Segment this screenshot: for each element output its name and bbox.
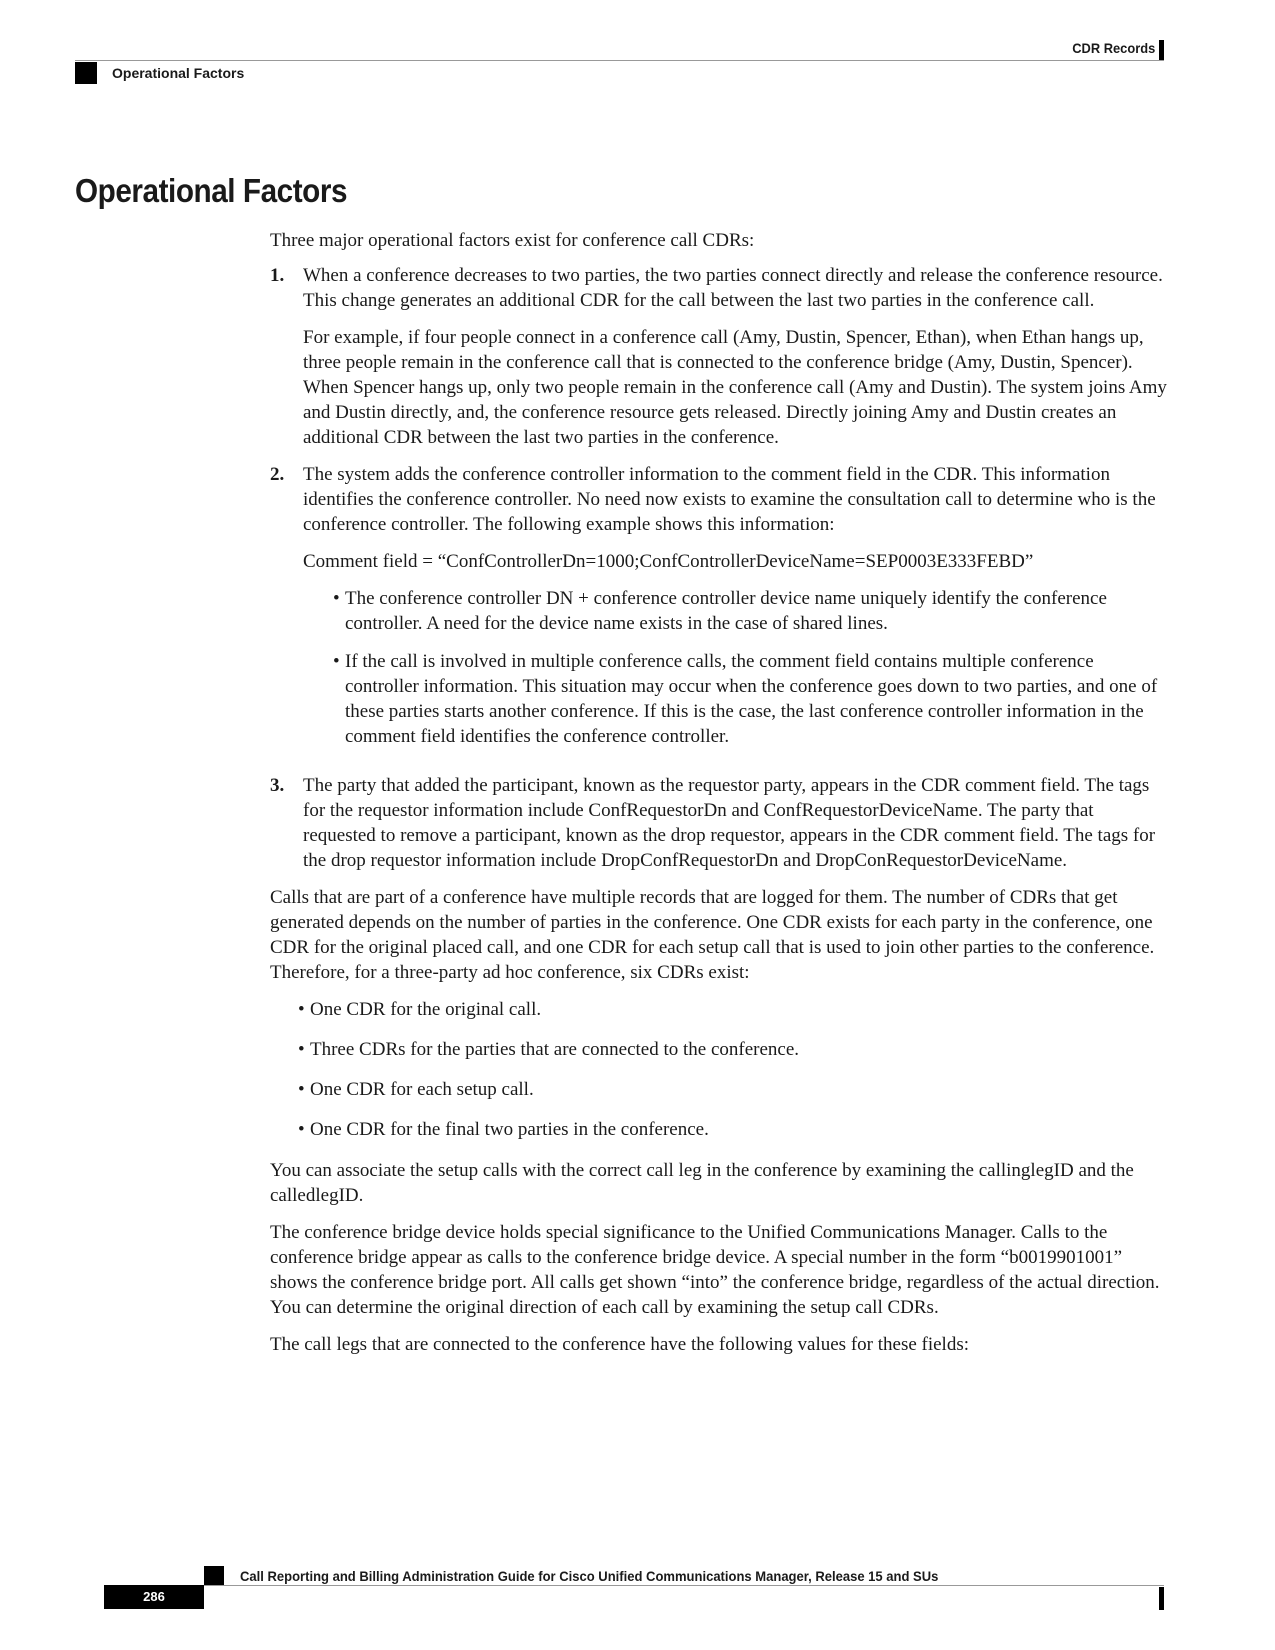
footer-title: Call Reporting and Billing Administration Guide for Cisco Unified Communications Manager, Release 15 and SUs	[240, 1568, 939, 1584]
bridge-paragraph: The conference bridge device holds special significance to the Unified Communications Manager. Calls to the conference bridge appear as calls to the conference bridge device. A special number in the form “b0019901001” shows the conference bridge port. All calls get shown “into” the conference bridge, regardless of the actual direction. You can determine the original direction of each call by examining the setup call CDRs.	[270, 1222, 1160, 1318]
header-right-bar	[1159, 40, 1164, 61]
footer-right-bar	[1159, 1587, 1164, 1610]
calls-paragraph: Calls that are part of a conference have multiple records that are logged for them. The number of CDRs that get generated depends on the number of parties in the conference. One CDR exists for each party in the conference, one CDR for the original placed call, and one CDR for each setup call that is used to join other parties to the conference. Therefore, for a three-party ad hoc conference, six CDRs exist:	[270, 887, 1155, 983]
list-item-text: If the call is involved in multiple conference calls, the comment field contains multiple conference controller information. This situation may occur when the conference goes down to two parties, and one of these parties starts another conference. If this is the case, the last conference controller information in the comment field identifies the conference controller.	[345, 651, 1158, 747]
footer-block	[204, 1566, 224, 1586]
header-section: Operational Factors	[112, 65, 245, 81]
list-item	[298, 1077, 1170, 1102]
header-rule	[75, 60, 1164, 61]
bullet-icon: •	[298, 1119, 305, 1140]
list-item	[298, 1117, 1170, 1142]
list-item	[333, 586, 1170, 636]
bullet-icon: •	[298, 1079, 305, 1100]
list-item	[298, 1037, 1170, 1062]
factor-item-2	[270, 462, 1170, 749]
bullet-icon: •	[333, 651, 340, 672]
factor-text: When a conference decreases to two parties, the two parties connect directly and release the conference resource. This change generates an additional CDR for the call between the last two parties in the conference call.	[303, 265, 1163, 311]
factor-text: The party that added the participant, known as the requestor party, appears in the CDR comment field. The tags for the requestor information include ConfRequestorDn and ConfRequestorDeviceName. The party that requested to remove a participant, known as the drop requestor, appears in the CDR comment field. The tags for the drop requestor information include DropConfRequestorDn and DropConRequestorDeviceName.	[303, 775, 1156, 871]
setup-paragraph: You can associate the setup calls with the correct call leg in the conference by examining the callinglegID and the calledlegID.	[270, 1160, 1134, 1206]
bullet-icon: •	[298, 999, 305, 1020]
list-item	[298, 997, 1170, 1022]
page-title: Operational Factors	[75, 172, 348, 209]
factor-item-1	[270, 263, 1170, 450]
bullet-icon: •	[298, 1039, 305, 1060]
list-item-text: One CDR for each setup call.	[310, 1079, 534, 1100]
comment-field-example: Comment field = “ConfControllerDn=1000;ConfControllerDeviceName=SEP0003E333FEBD”	[303, 551, 1034, 572]
list-item-text: One CDR for the original call.	[310, 999, 542, 1020]
factor-number: 3.	[270, 775, 285, 796]
footer-rule	[204, 1585, 1164, 1586]
bullet-icon: •	[333, 588, 340, 609]
factor-number: 2.	[270, 464, 285, 485]
cdr-bullet-list	[270, 997, 1170, 1142]
controller-bullet-list	[303, 586, 1170, 749]
list-item-text: One CDR for the final two parties in the conference.	[310, 1119, 709, 1140]
intro-paragraph: Three major operational factors exist for conference call CDRs:	[270, 230, 755, 251]
list-item-text: Three CDRs for the parties that are connected to the conference.	[310, 1039, 800, 1060]
list-item	[333, 649, 1170, 749]
factor-number: 1.	[270, 265, 285, 286]
page-number: 286	[104, 1585, 204, 1609]
header-chapter: CDR Records	[1071, 40, 1155, 56]
factor-item-3	[270, 773, 1170, 873]
factor-example: For example, if four people connect in a conference call (Amy, Dustin, Spencer, Ethan), when Ethan hangs up, three people remain in the conference call that is connected to the conference bridge (Amy, Dustin, Spencer). When Spencer hangs up, only two people remain in the conference call (Amy and Dustin). The system joins Amy and Dustin directly, and, the conference resource gets released. Directly joining Amy and Dustin creates an additional CDR between the last two parties in the conference.	[303, 327, 1167, 448]
main-content	[270, 228, 1170, 1369]
factor-text: The system adds the conference controller information to the comment field in the CDR. This information identifies the conference controller. No need now exists to examine the consultation call to determine who is the conference controller. The following example shows this information:	[303, 464, 1156, 535]
call-legs-paragraph: The call legs that are connected to the conference have the following values for these fields:	[270, 1334, 970, 1355]
header-left-block	[75, 62, 97, 84]
list-item-text: The conference controller DN + conference controller device name uniquely identify the conference controller. A need for the device name exists in the case of shared lines.	[345, 588, 1107, 634]
